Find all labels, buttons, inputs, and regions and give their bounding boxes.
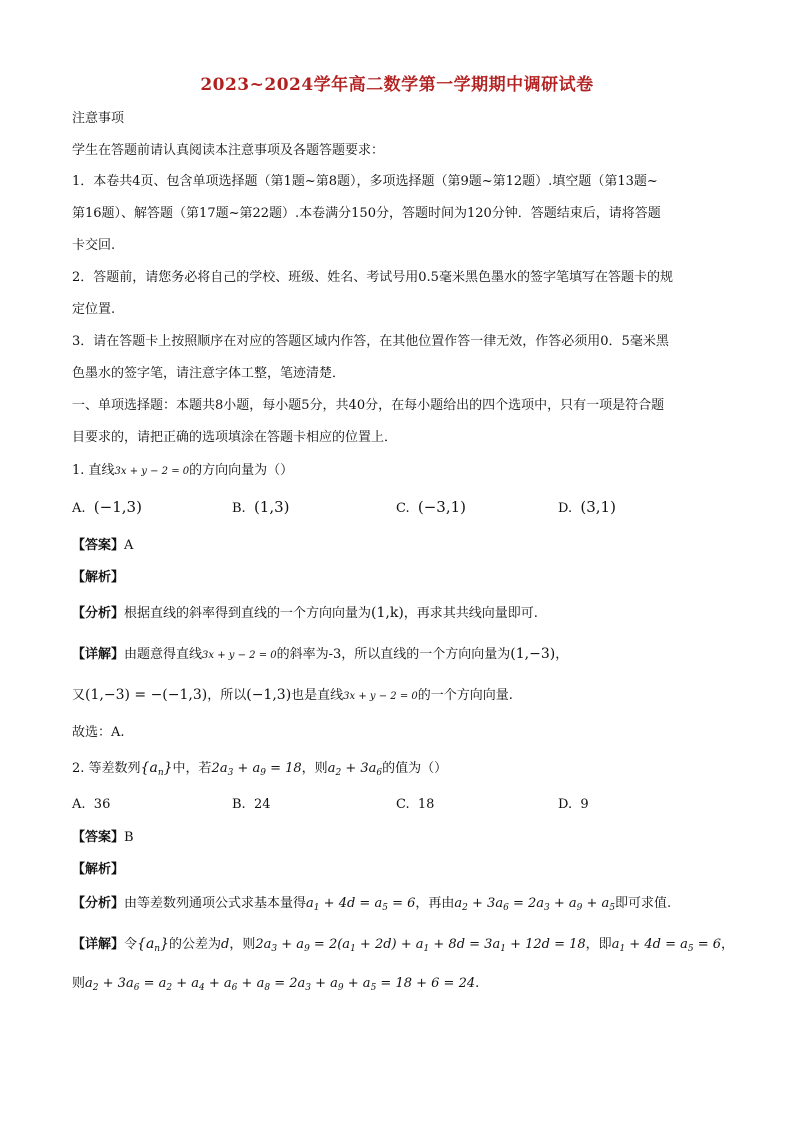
notice-intro: 学生在答题前请认真阅读本注意事项及各题答题要求： xyxy=(72,143,385,158)
notice-line: 2．答题前，请您务必将自己的学校、班级、姓名、考试号用0.5毫米黑色墨水的签字笔填写在答题卡的规 xyxy=(72,270,673,285)
detail-line: 【详解】令$\{a_n\}$的公差为d，则$2a_3 + a_9 = 2(a_1 + 2d) + a_1 + 8d = 3a_1 + 12d = 18$，即$a_1 + 4d = a_5 = 6$， xyxy=(72,936,735,954)
notice-line: 卡交回. xyxy=(72,238,116,253)
answer-line: 【答案】A xyxy=(72,538,134,553)
option-d: D. (3,1) xyxy=(558,498,616,516)
detail-line-2: 又(1,−3) = −(−1,3)，所以(−1,3)也是直线3x + y − 2 = 0的一个方向向量. xyxy=(72,687,513,703)
question-1-suffix: 的方向向量为（） xyxy=(189,463,294,478)
fenxi-line: 【分析】根据直线的斜率得到直线的一个方向向量为(1,k)，再求其共线向量即可. xyxy=(72,605,538,621)
notice-heading: 注意事项 xyxy=(72,111,125,126)
section-heading: 目要求的，请把正确的选项填涂在答题卡相应的位置上． xyxy=(72,430,398,445)
notice-line: 1．本卷共4页、包含单项选择题（第1题~第8题），多项选择题（第9题~第12题）.填空题（第13题~ xyxy=(72,174,658,189)
option-b: B. (1,3) xyxy=(232,498,290,516)
page-title: 2023~2024学年高二数学第一学期期中调研试卷 xyxy=(200,75,594,95)
analysis-tag: 【解析】 xyxy=(72,862,125,877)
question-2: 2. 等差数列$\{a_n\}$中，若$2a_3 + a_9 = 18$，则$a_2 + 3a_6$的值为（） xyxy=(72,760,448,778)
notice-line: 第16题）、解答题（第17题~第22题）.本卷满分150分，答题时间为120分钟．答题结束后，请将答题 xyxy=(72,206,661,221)
answer-line: 【答案】B xyxy=(72,830,134,845)
notice-line: 定位置. xyxy=(72,302,116,317)
notice-line: 3．请在答题卡上按照顺序在对应的答题区域内作答，在其他位置作答一律无效，作答必须用0．5毫米黑 xyxy=(72,334,669,349)
detail-line: 【详解】由题意得直线3x + y − 2 = 0的斜率为-3，所以直线的一个方向向量为(1,−3)， xyxy=(72,646,569,662)
notice-line: 色墨水的签字笔，请注意字体工整，笔迹清楚． xyxy=(72,366,346,381)
analysis-tag: 【解析】 xyxy=(72,570,125,585)
option-b: B. 24 xyxy=(232,797,271,812)
option-d: D. 9 xyxy=(558,797,589,812)
fenxi-line: 【分析】由等差数列通项公式求基本量得$a_1 + 4d = a_5 = 6$，再由$a_2 + 3a_6 = 2a_3 + a_9 + a_5$即可求值. xyxy=(72,896,672,913)
question-1-prefix: 1. 直线 xyxy=(72,463,115,478)
question-1 xyxy=(72,462,293,481)
option-a: A. (−1,3) xyxy=(72,498,142,516)
option-a: A. 36 xyxy=(72,797,111,812)
option-c: C. 18 xyxy=(396,797,435,812)
line-equation: 3x + y − 2 = 0 xyxy=(114,466,190,477)
choose-line: 故选：A. xyxy=(72,725,125,740)
detail-line-2: 则$a_2 + 3a_6 = a_2 + a_4 + a_6 + a_8 = 2a_3 + a_9 + a_5 = 18 + 6 = 24$. xyxy=(72,976,480,993)
option-c: C. (−3,1) xyxy=(396,498,467,516)
section-heading: 一、单项选择题：本题共8小题，每小题5分，共40分，在每小题给出的四个选项中，只有一项是符合题 xyxy=(72,398,665,413)
